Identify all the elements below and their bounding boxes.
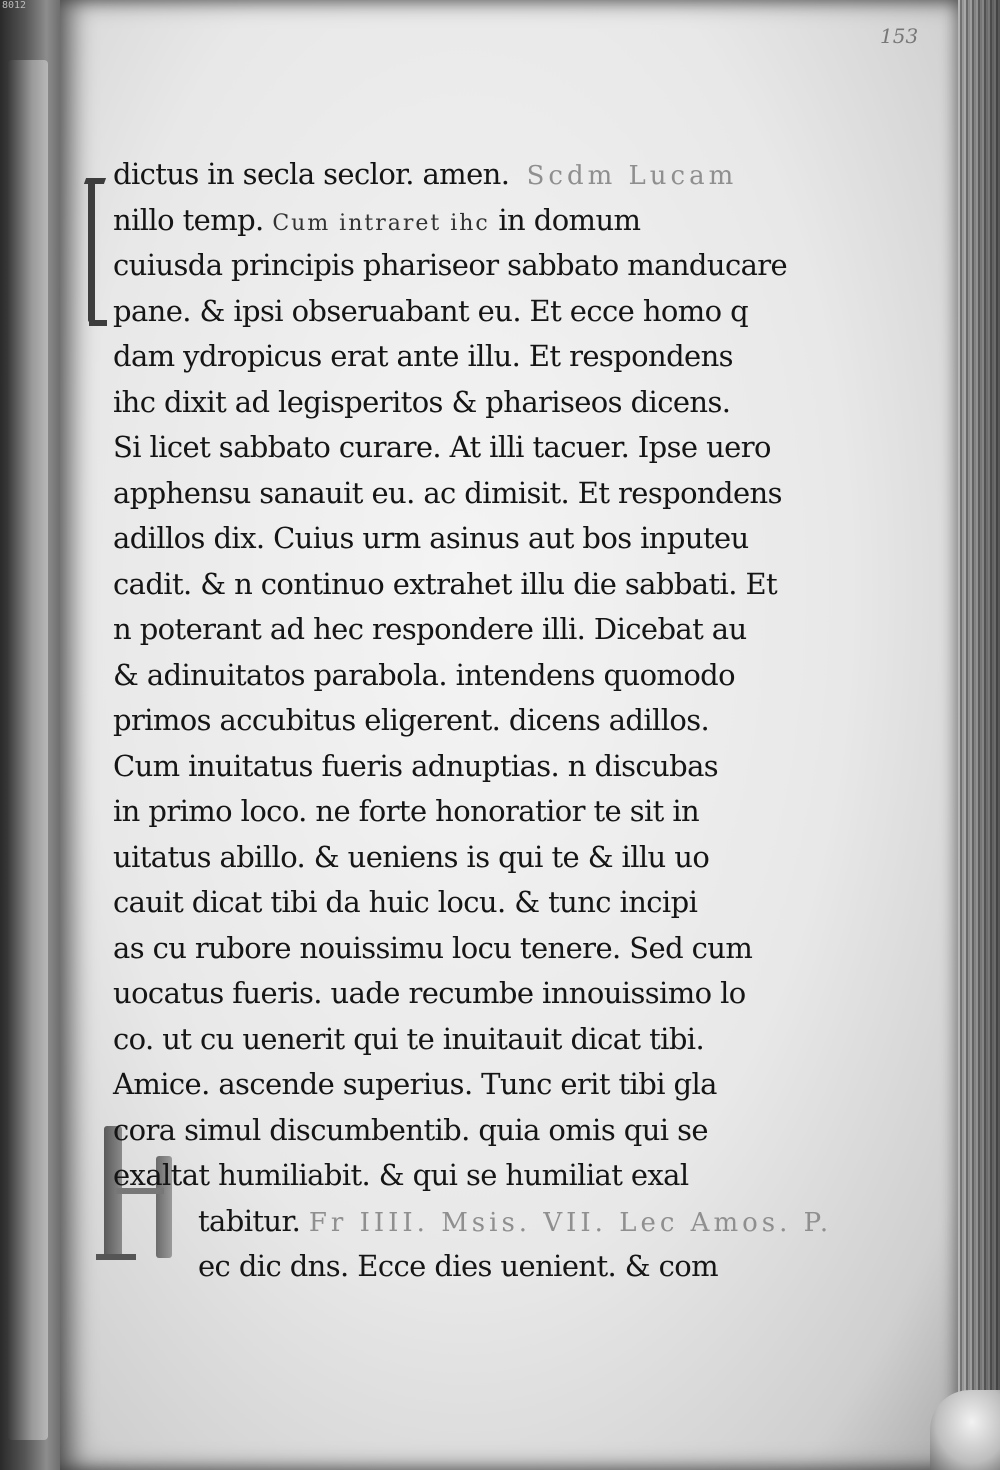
text-line-14: Cum inuitatus fueris adnuptias. n discubas bbox=[113, 748, 719, 783]
text-line-4: pane. & ipsi obseruabant eu. Et ecce homo q bbox=[113, 293, 749, 328]
capital-incipit: Cum intraret ihc bbox=[272, 210, 490, 236]
text-line-1: dictus in secla seclor. amen. Scdm Lucam bbox=[113, 157, 738, 191]
text-line-6: ihc dixit ad legisperitos & phariseos dicens. bbox=[113, 384, 731, 419]
text-line-24: tabitur. Fr IIII. Msis. VII. Lec Amos. P. bbox=[198, 1203, 833, 1238]
text-line-20: co. ut cu uenerit qui te inuitauit dicat tibi. bbox=[113, 1021, 705, 1056]
manuscript-text bbox=[113, 152, 833, 1290]
text-line-12: & adinuitatos parabola. intendens quomodo bbox=[113, 657, 736, 692]
rubric-heading: Scdm Lucam bbox=[526, 161, 738, 191]
text-line-13: primos accubitus eligerent. dicens adillos. bbox=[113, 703, 710, 737]
left-page-edge bbox=[0, 0, 62, 1470]
text-line-2: nillo temp. Cum intraret ihc in domum bbox=[113, 202, 641, 237]
text-line-10: cadit. & n continuo extrahet illu die sabbati. Et bbox=[113, 566, 778, 601]
text-line-23: exaltat humiliabit. & qui se humiliat exal bbox=[113, 1158, 689, 1192]
text-line-18: as cu rubore nouissimu locu tenere. Sed cum bbox=[113, 930, 753, 965]
right-page-stack bbox=[958, 0, 1000, 1470]
rubric-reading: Fr IIII. Msis. VII. Lec Amos. P. bbox=[308, 1207, 833, 1238]
left-page-fore-edge bbox=[8, 60, 48, 1440]
text-line-11: n poterant ad hec respondere illi. Dicebat au bbox=[113, 612, 747, 646]
text-line-21: Amice. ascende superius. Tunc erit tibi gla bbox=[113, 1067, 717, 1101]
text-line-7: Si licet sabbato curare. At illi tacuer. Ipse uero bbox=[113, 430, 771, 464]
text-line-22: cora simul discumbentib. quia omis qui se bbox=[113, 1112, 708, 1147]
text-line-8: apphensu sanauit eu. ac dimisit. Et respondens bbox=[113, 475, 782, 510]
thumb-holding-page bbox=[930, 1390, 1000, 1470]
text-line-17: cauit dicat tibi da huic locu. & tunc incipi bbox=[113, 885, 698, 919]
text-line-5: dam ydropicus erat ante illu. Et respondens bbox=[113, 339, 733, 373]
text-line-25: ec dic dns. Ecce dies uenient. & com bbox=[198, 1249, 718, 1283]
text-line-19: uocatus fueris. uade recumbe innouissimo lo bbox=[113, 976, 746, 1010]
text-line-9: adillos dix. Cuius urm asinus aut bos inputeu bbox=[113, 521, 749, 555]
folio-number: 153 bbox=[880, 24, 919, 48]
initial-letter-i bbox=[88, 182, 109, 322]
text-line-3: cuiusda principis phariseor sabbato manducare bbox=[113, 248, 788, 282]
text-line-15: in primo loco. ne forte honoratior te sit in bbox=[113, 794, 700, 828]
text-line-16: uitatus abillo. & ueniens is qui te & illu uo bbox=[113, 839, 710, 874]
corner-label: 8012 bbox=[2, 0, 27, 11]
